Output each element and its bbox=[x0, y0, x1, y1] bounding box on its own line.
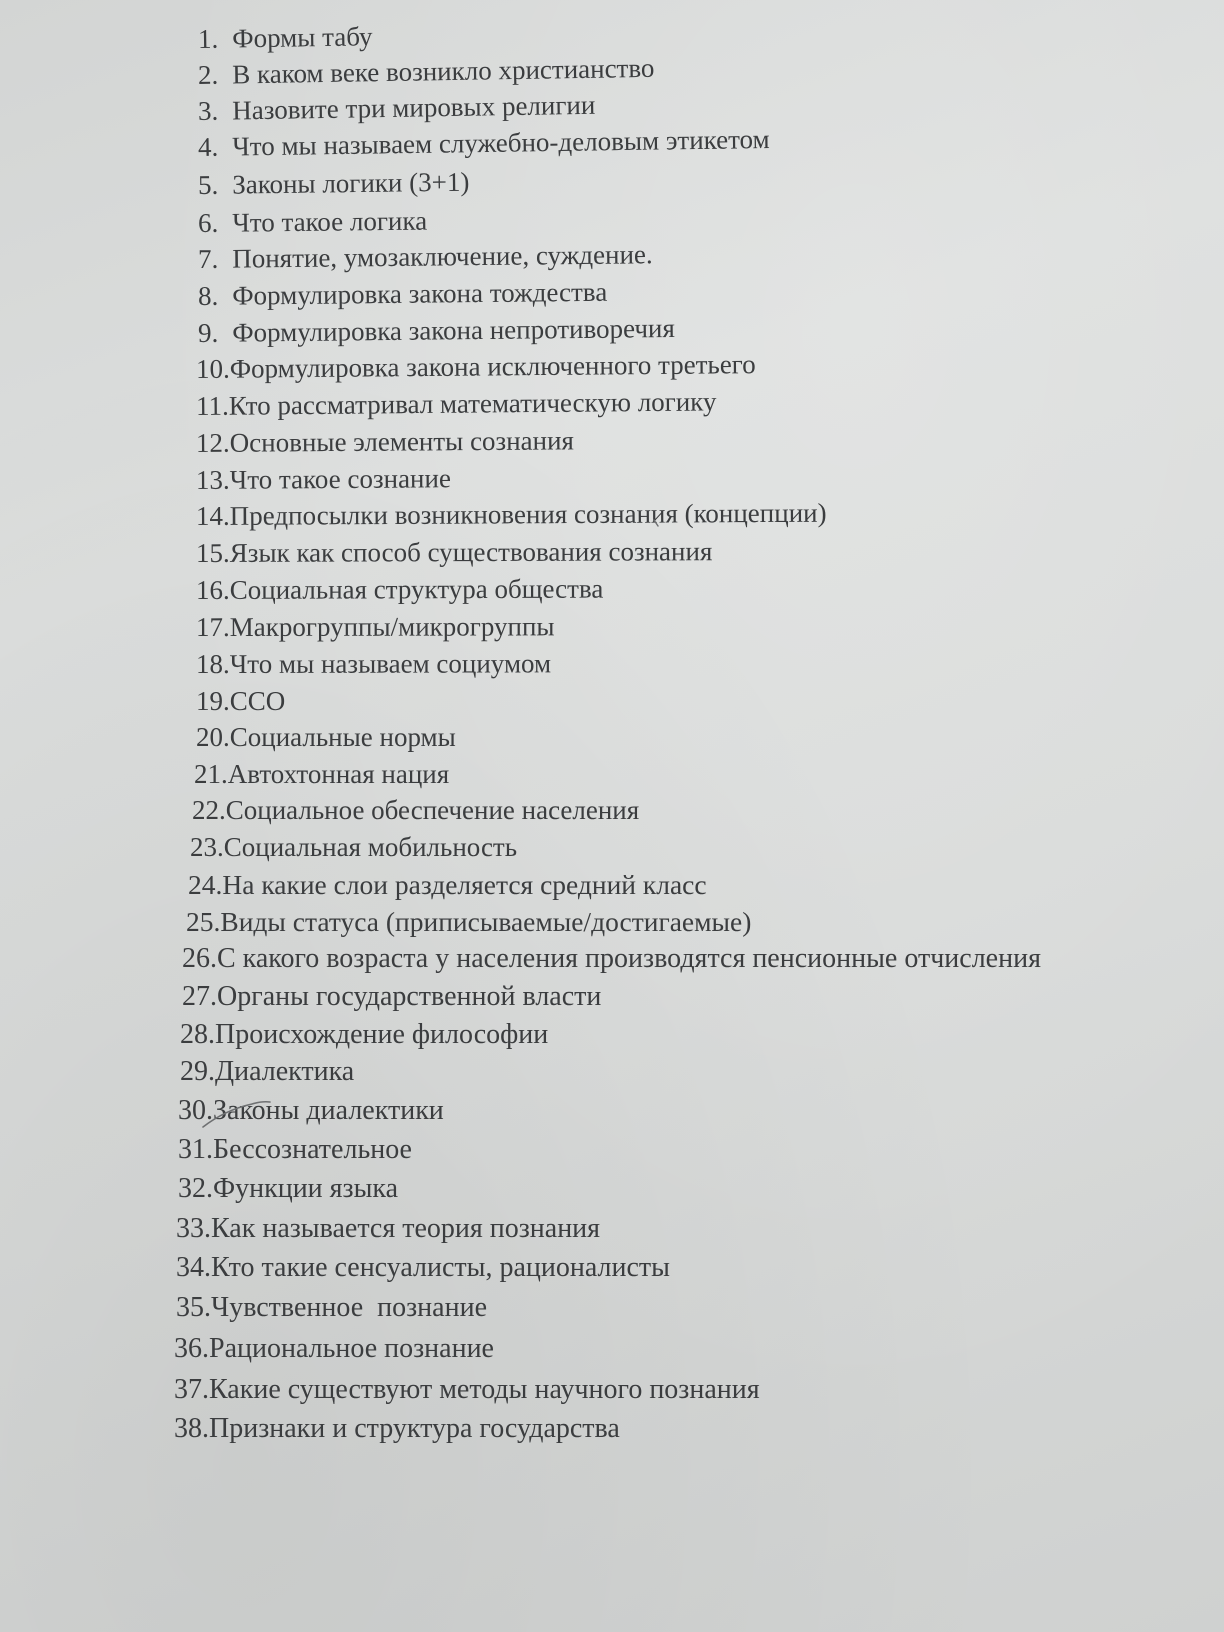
question-item bbox=[196, 613, 555, 641]
question-number: 6. bbox=[197, 207, 219, 238]
question-item bbox=[198, 126, 770, 161]
question-item bbox=[190, 834, 517, 861]
question-item bbox=[176, 1254, 670, 1282]
question-item bbox=[196, 688, 285, 715]
question-item bbox=[176, 1215, 600, 1243]
question-item bbox=[192, 797, 639, 824]
question-number: 4. bbox=[197, 131, 219, 162]
question-item bbox=[176, 1294, 487, 1322]
question-number: 16. bbox=[195, 574, 230, 605]
question-text: Формулировка закона непротиворечия bbox=[232, 313, 676, 348]
question-number: 20. bbox=[196, 722, 230, 752]
question-text: Социальная мобильность bbox=[223, 832, 518, 862]
question-item bbox=[197, 52, 655, 90]
question-text: Бессознательное bbox=[213, 1134, 412, 1165]
question-text: Органы государственной власти bbox=[217, 981, 602, 1012]
question-number: 25. bbox=[186, 906, 221, 937]
question-text: На какие слои разделяется средний класс bbox=[222, 869, 707, 900]
question-text: Понятие, умозаключение, суждение. bbox=[232, 239, 653, 274]
question-number: 34. bbox=[176, 1252, 211, 1283]
question-item bbox=[197, 89, 596, 126]
question-text: Какие существуют методы научного познания bbox=[209, 1374, 760, 1405]
question-text: Что такое логика bbox=[232, 205, 428, 238]
question-text: С какого возраста у населения производятся пенсионные отчисления bbox=[217, 943, 1041, 974]
question-number: 14. bbox=[195, 500, 230, 531]
question-text: Социальные нормы bbox=[229, 722, 456, 752]
question-number: 38. bbox=[174, 1413, 209, 1444]
question-text: Происхождение философии bbox=[215, 1019, 549, 1050]
question-item bbox=[196, 650, 551, 678]
question-number: 21. bbox=[194, 759, 228, 789]
question-text: Диалектика bbox=[215, 1056, 355, 1087]
question-item bbox=[198, 241, 653, 273]
question-number: 28. bbox=[180, 1019, 215, 1050]
question-text: Функции языка bbox=[213, 1173, 399, 1204]
question-number: 26. bbox=[182, 943, 217, 974]
question-number: 35. bbox=[176, 1292, 211, 1323]
question-text: Предпосылки возникновения сознания (концепции) bbox=[229, 497, 827, 531]
question-text: Как называется теория познания bbox=[211, 1213, 601, 1244]
question-item bbox=[197, 166, 470, 200]
question-item bbox=[182, 945, 1041, 973]
question-number: 29. bbox=[180, 1056, 215, 1087]
question-number: 5. bbox=[197, 169, 219, 200]
question-item bbox=[195, 573, 604, 605]
question-number: 9. bbox=[197, 317, 219, 348]
question-text: Основные элементы сознания bbox=[229, 425, 575, 458]
question-item bbox=[196, 724, 456, 751]
question-item bbox=[186, 908, 751, 936]
question-number: 36. bbox=[174, 1333, 209, 1364]
question-item bbox=[196, 465, 451, 494]
question-number: 10. bbox=[195, 353, 230, 384]
question-item bbox=[194, 761, 449, 788]
question-item bbox=[196, 351, 756, 383]
question-text: Социальное обеспечение населения bbox=[225, 795, 640, 825]
question-item bbox=[188, 871, 707, 899]
question-number: 19. bbox=[196, 686, 230, 716]
question-text: Автохтонная нация bbox=[227, 759, 450, 789]
question-number: 33. bbox=[176, 1213, 211, 1244]
question-number: 27. bbox=[182, 981, 217, 1012]
question-item bbox=[174, 1335, 494, 1363]
question-number: 17. bbox=[195, 611, 230, 642]
question-item bbox=[174, 1376, 760, 1404]
question-number: 11. bbox=[195, 390, 229, 421]
question-text: Формулировка закона исключенного третьего bbox=[229, 349, 756, 384]
question-text: Кто такие сенсуалисты, рационалисты bbox=[211, 1252, 670, 1283]
question-item bbox=[178, 1175, 398, 1203]
question-item bbox=[197, 205, 428, 238]
question-number: 13. bbox=[195, 464, 230, 495]
question-text: Виды статуса (приписываемые/достигаемые) bbox=[220, 906, 752, 937]
question-number: 1. bbox=[197, 23, 219, 54]
question-item bbox=[180, 1058, 354, 1086]
question-number: 8. bbox=[197, 280, 219, 311]
question-item bbox=[182, 983, 601, 1011]
question-number: 24. bbox=[188, 869, 223, 900]
question-number: 12. bbox=[195, 427, 230, 458]
question-text: Законы логики (3+1) bbox=[232, 166, 470, 200]
question-text: Социальная структура общества bbox=[229, 573, 604, 605]
question-item bbox=[174, 1415, 620, 1443]
question-number: 15. bbox=[195, 537, 230, 568]
question-text: Формулировка закона тождества bbox=[232, 276, 608, 311]
question-text: Что такое сознание bbox=[229, 463, 451, 495]
question-number: 18. bbox=[195, 648, 230, 679]
question-number: 2. bbox=[197, 59, 219, 90]
question-item bbox=[196, 538, 712, 567]
question-item bbox=[198, 23, 373, 53]
question-number: 3. bbox=[197, 95, 219, 126]
question-text: В каком веке возникло христианство bbox=[232, 52, 655, 90]
question-text: Что мы называем служебно-деловым этикетом bbox=[232, 124, 770, 162]
question-text: Макрогруппы/микрогруппы bbox=[229, 611, 555, 642]
question-text: Язык как способ существования сознания bbox=[229, 536, 713, 568]
question-text: Формы табу bbox=[232, 21, 373, 54]
question-number: 23. bbox=[190, 832, 224, 862]
question-item bbox=[198, 315, 675, 347]
question-number: 30. bbox=[178, 1095, 213, 1126]
question-text: Рациональное познание bbox=[209, 1333, 494, 1364]
question-item bbox=[180, 1021, 548, 1049]
question-item bbox=[195, 497, 827, 531]
question-number: 31. bbox=[178, 1134, 213, 1165]
question-item bbox=[178, 1097, 444, 1125]
question-item bbox=[178, 1136, 412, 1164]
question-text: Кто рассматривал математическую логику bbox=[228, 386, 717, 421]
question-number: 32. bbox=[178, 1173, 213, 1204]
question-item bbox=[196, 388, 717, 420]
question-number: 7. bbox=[197, 243, 219, 274]
question-text: ССО bbox=[229, 686, 286, 716]
question-text: Законы диалектики bbox=[213, 1095, 444, 1126]
question-text: Что мы называем социумом bbox=[229, 648, 552, 679]
question-item bbox=[197, 276, 608, 311]
question-item bbox=[196, 427, 574, 457]
question-text: Чувственное познание bbox=[211, 1292, 487, 1323]
question-text: Назовите три мировых религии bbox=[232, 89, 596, 126]
question-text: Признаки и структура государства bbox=[209, 1413, 620, 1444]
question-number: 22. bbox=[192, 795, 226, 825]
question-number: 37. bbox=[174, 1374, 209, 1405]
